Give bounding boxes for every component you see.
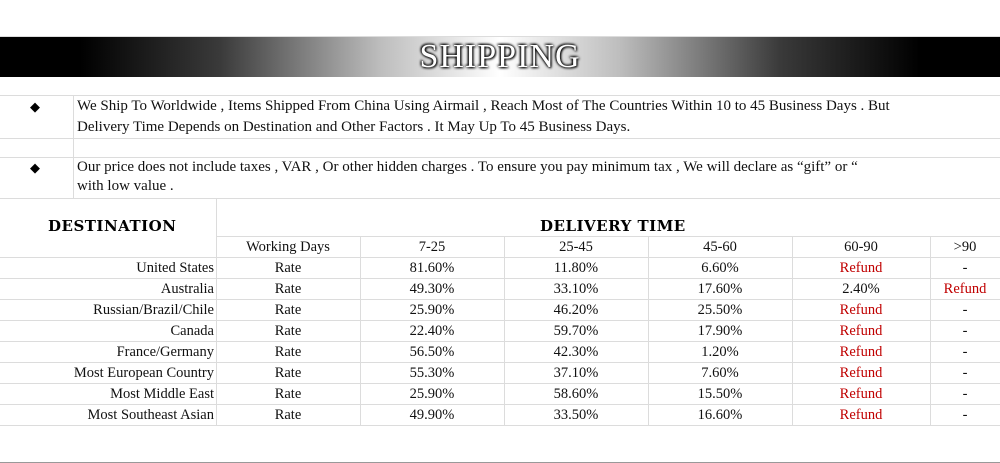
value-cell: 25.90% <box>409 302 455 318</box>
rate-label-cell: Rate <box>274 407 302 423</box>
value-cell: - <box>962 386 968 402</box>
country-cell: France/Germany <box>116 344 214 360</box>
value-cell: 33.10% <box>553 281 599 297</box>
value-cell: Refund <box>839 407 883 423</box>
rate-label-cell: Rate <box>274 365 302 381</box>
value-cell: Refund <box>839 323 883 339</box>
grid-line <box>73 95 74 198</box>
rate-label-cell: Rate <box>274 323 302 339</box>
country-cell: United States <box>136 260 214 276</box>
value-cell: 59.70% <box>553 323 599 339</box>
shipping-info-paragraph <box>77 96 997 138</box>
column-header: Working Days <box>246 239 330 255</box>
value-cell: 7.60% <box>701 365 739 381</box>
paragraph-line: Delivery Time Depends on Destination and Other Factors . It May Up To 45 Business Days. <box>77 119 631 135</box>
value-cell: Refund <box>839 260 883 276</box>
paragraph-line: We Ship To Worldwide , Items Shipped From China Using Airmail , Reach Most of The Countries Within 10 to 45 Business Days . But <box>77 98 890 114</box>
table-row <box>0 363 1000 384</box>
value-cell: - <box>962 344 968 360</box>
grid-line <box>0 198 1000 199</box>
diamond-bullet-icon: ◆ <box>30 161 40 176</box>
table-row <box>0 342 1000 363</box>
rate-label-cell: Rate <box>274 302 302 318</box>
value-cell: 22.40% <box>409 323 455 339</box>
value-cell: Refund <box>839 386 883 402</box>
destination-header: DESTINATION <box>48 217 177 235</box>
tax-info-paragraph <box>77 158 997 196</box>
value-cell: Refund <box>943 281 987 297</box>
value-cell: 49.30% <box>409 281 455 297</box>
country-cell: Most Southeast Asian <box>87 407 214 423</box>
column-header: 25-45 <box>559 239 593 255</box>
value-cell: 15.50% <box>697 386 743 402</box>
value-cell: 58.60% <box>553 386 599 402</box>
page-title: SHIPPING <box>419 38 581 75</box>
value-cell: 6.60% <box>701 260 739 276</box>
value-cell: 56.50% <box>409 344 455 360</box>
value-cell: 17.90% <box>697 323 743 339</box>
rate-label-cell: Rate <box>274 260 302 276</box>
table-row <box>0 384 1000 405</box>
value-cell: 33.50% <box>553 407 599 423</box>
paragraph-line: Our price does not include taxes , VAR , Or other hidden charges . To ensure you pay minimum tax , We will declare as “gift” or “ <box>77 159 858 175</box>
value-cell: 25.90% <box>409 386 455 402</box>
country-cell: Canada <box>170 323 214 339</box>
value-cell: - <box>962 365 968 381</box>
country-cell: Russian/Brazil/Chile <box>93 302 214 318</box>
table-row <box>0 300 1000 321</box>
country-cell: Most European Country <box>73 365 214 381</box>
paragraph-line: with low value . <box>77 178 174 194</box>
value-cell: 2.40% <box>842 281 880 297</box>
delivery-time-header: DELIVERY TIME <box>540 217 686 235</box>
diamond-bullet-icon: ◆ <box>30 100 40 115</box>
value-cell: Refund <box>839 302 883 318</box>
table-row <box>0 321 1000 342</box>
value-cell: 55.30% <box>409 365 455 381</box>
value-cell: 49.90% <box>409 407 455 423</box>
country-cell: Most Middle East <box>110 386 214 402</box>
value-cell: Refund <box>839 344 883 360</box>
value-cell: 46.20% <box>553 302 599 318</box>
value-cell: 1.20% <box>701 344 739 360</box>
value-cell: - <box>962 407 968 423</box>
value-cell: 37.10% <box>553 365 599 381</box>
table-row <box>0 279 1000 300</box>
country-cell: Australia <box>160 281 214 297</box>
value-cell: Refund <box>839 365 883 381</box>
value-cell: - <box>962 260 968 276</box>
grid-line <box>0 138 1000 139</box>
value-cell: - <box>962 323 968 339</box>
value-cell: - <box>962 302 968 318</box>
table-row <box>0 405 1000 426</box>
column-header: 45-60 <box>703 239 737 255</box>
column-header: 60-90 <box>844 239 878 255</box>
column-header: 7-25 <box>418 239 446 255</box>
value-cell: 16.60% <box>697 407 743 423</box>
column-header: >90 <box>953 239 977 255</box>
value-cell: 17.60% <box>697 281 743 297</box>
value-cell: 42.30% <box>553 344 599 360</box>
value-cell: 11.80% <box>553 260 599 276</box>
table-row <box>0 258 1000 279</box>
value-cell: 81.60% <box>409 260 455 276</box>
rate-label-cell: Rate <box>274 386 302 402</box>
value-cell: 25.50% <box>697 302 743 318</box>
rate-label-cell: Rate <box>274 344 302 360</box>
rate-label-cell: Rate <box>274 281 302 297</box>
